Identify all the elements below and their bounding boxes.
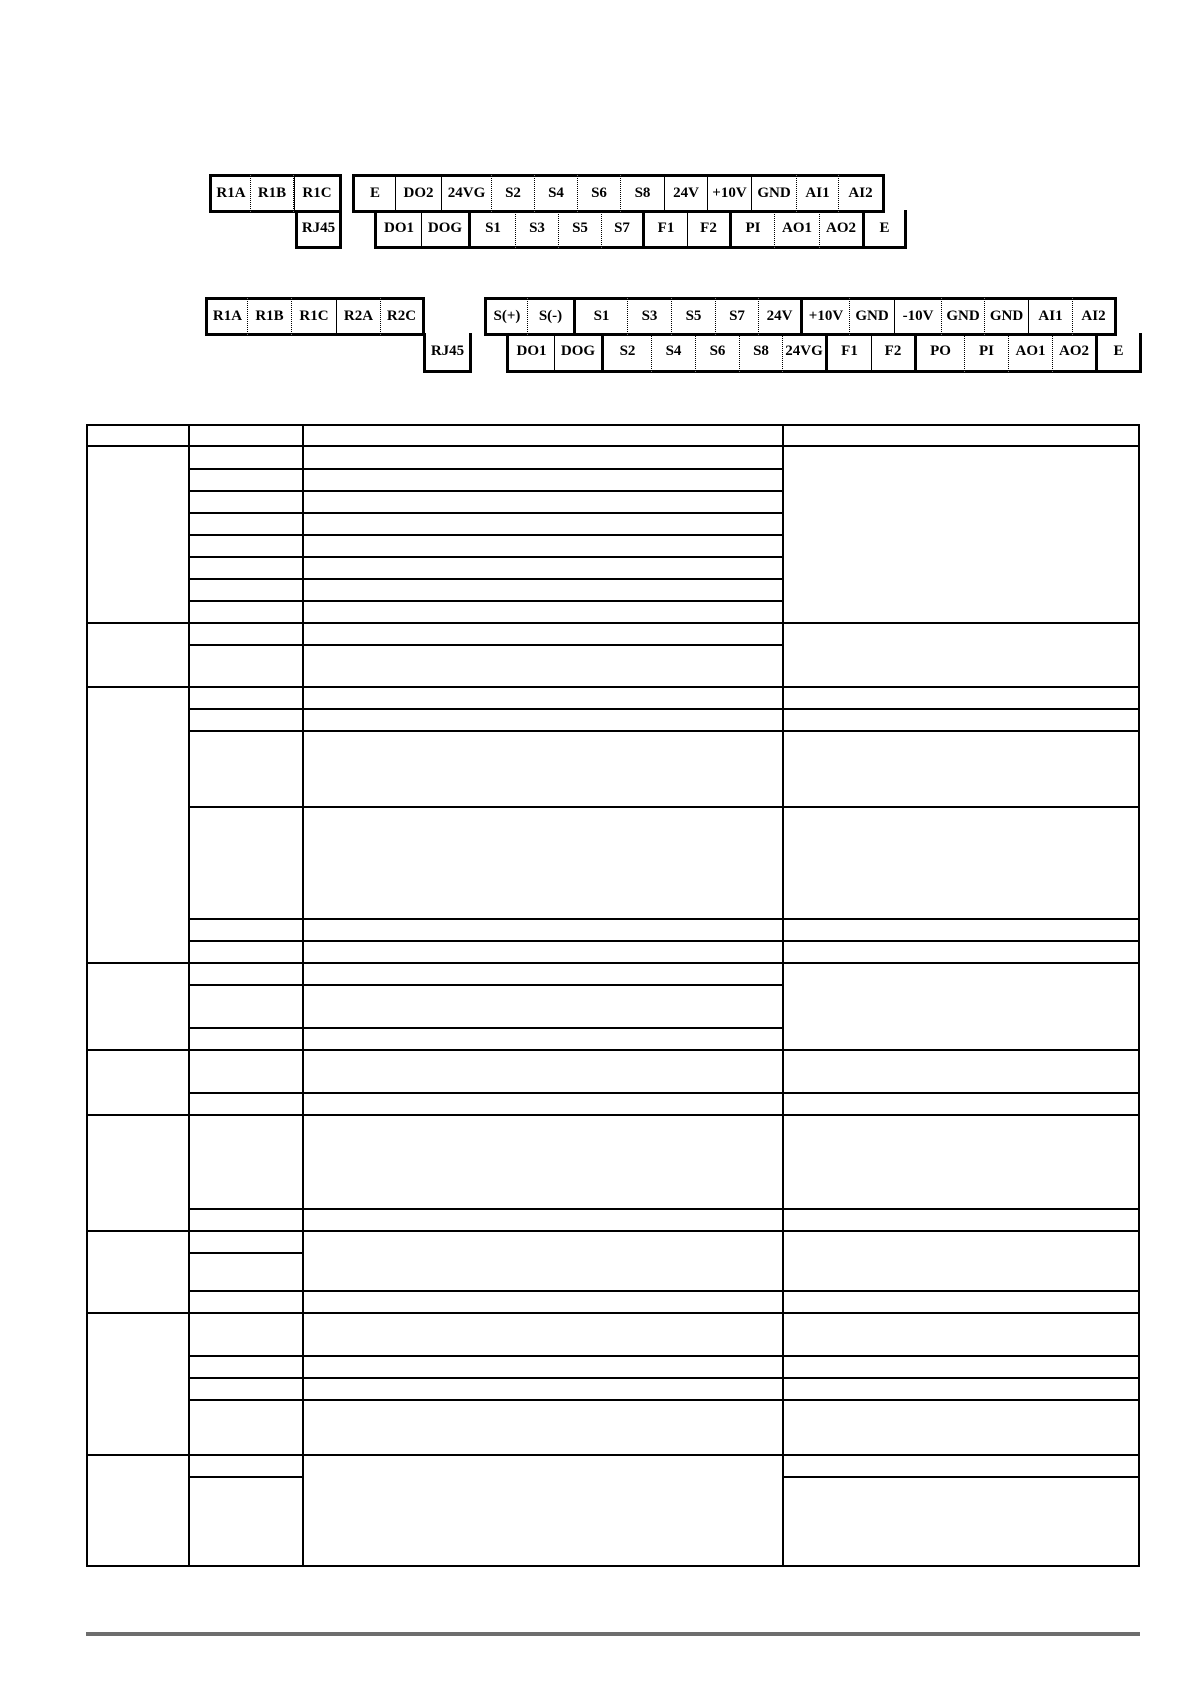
terminal-s7: S7 [716, 297, 759, 336]
row-line [188, 1476, 304, 1478]
column-divider-2 [302, 424, 304, 1567]
row-line [188, 1092, 1140, 1094]
row-line [188, 1377, 1140, 1379]
row-line [188, 940, 1140, 942]
table-border-left [86, 424, 88, 1567]
terminal-r1a: R1A [209, 174, 251, 213]
footer-rule [86, 1632, 1140, 1636]
row-line [188, 1027, 784, 1029]
terminal-rj45: RJ45 [295, 210, 342, 249]
row-line [188, 556, 784, 558]
terminal-dog: DOG [422, 210, 471, 249]
row-line [188, 644, 784, 646]
terminal-dog: DOG [555, 333, 604, 373]
row-line [188, 984, 784, 986]
row-line [188, 1252, 304, 1254]
terminal-f1: F1 [828, 333, 872, 373]
terminal-s6: S6 [578, 174, 621, 213]
row-line [782, 1476, 1140, 1478]
terminal-s-minus: S(-) [528, 297, 576, 336]
terminal-r1b: R1B [248, 297, 292, 336]
terminal-e-bottom: E [865, 210, 907, 249]
column-divider-3 [782, 424, 784, 1567]
table-border-bottom [86, 1565, 1140, 1567]
terminal-ai2: AI2 [839, 174, 885, 213]
terminal-s2: S2 [604, 333, 652, 373]
row-line [188, 730, 1140, 732]
terminal-plus10v: +10V [708, 174, 752, 213]
terminal-s-plus: S(+) [484, 297, 528, 336]
terminal-r1c: R1C [294, 174, 342, 213]
terminal-s5: S5 [559, 210, 602, 249]
terminal-minus10v: -10V [895, 297, 942, 336]
terminal-pi: PI [965, 333, 1009, 373]
terminal-24vg: 24VG [442, 174, 492, 213]
row-line [188, 708, 1140, 710]
terminal-rj45: RJ45 [423, 333, 472, 373]
terminal-s7: S7 [602, 210, 645, 249]
terminal-f2: F2 [872, 333, 917, 373]
terminal-do1: DO1 [506, 333, 555, 373]
terminal-ao2: AO2 [1053, 333, 1098, 373]
group-line [86, 1230, 1140, 1232]
group-line [86, 686, 1140, 688]
group-line [86, 622, 1140, 624]
terminal-s6: S6 [696, 333, 740, 373]
row-line [188, 490, 784, 492]
terminal-ai2: AI2 [1073, 297, 1117, 336]
group-line [86, 1114, 1140, 1116]
terminal-s4: S4 [652, 333, 696, 373]
terminal-ao1: AO1 [775, 210, 820, 249]
terminal-s3: S3 [628, 297, 672, 336]
group-line [86, 1312, 1140, 1314]
terminal-f2: F2 [688, 210, 732, 249]
row-line [188, 806, 1140, 808]
terminal-ao2: AO2 [820, 210, 865, 249]
terminal-r1b: R1B [251, 174, 294, 213]
terminal-gnd-1: GND [850, 297, 895, 336]
terminal-gnd-3: GND [985, 297, 1029, 336]
row-line [188, 1355, 1140, 1357]
row-line [188, 918, 1140, 920]
terminal-gnd: GND [752, 174, 797, 213]
table-border-top [86, 424, 1140, 426]
terminal-r1a: R1A [205, 297, 248, 336]
terminal-e-bottom: E [1098, 333, 1142, 373]
group-line [86, 962, 1140, 964]
terminal-f1: F1 [645, 210, 688, 249]
terminal-do2: DO2 [396, 174, 442, 213]
terminal-s1: S1 [576, 297, 628, 336]
terminal-ao1: AO1 [1009, 333, 1053, 373]
terminal-do1: DO1 [374, 210, 422, 249]
header-row-line [86, 445, 1140, 447]
terminal-pi: PI [732, 210, 775, 249]
table-border-right [1138, 424, 1140, 1567]
terminal-s1: S1 [471, 210, 516, 249]
group-line [86, 1049, 1140, 1051]
terminal-24v: 24V [665, 174, 708, 213]
terminal-ai1: AI1 [1029, 297, 1073, 336]
terminal-24v: 24V [759, 297, 803, 336]
terminal-function-table [86, 424, 1140, 1567]
row-line [188, 512, 784, 514]
row-line [188, 1208, 1140, 1210]
terminal-plus10v: +10V [803, 297, 850, 336]
terminal-s2: S2 [492, 174, 535, 213]
terminal-s8: S8 [740, 333, 783, 373]
row-line [188, 1399, 1140, 1401]
row-line [188, 578, 784, 580]
terminal-s8: S8 [621, 174, 665, 213]
terminal-r2a: R2A [337, 297, 381, 336]
terminal-s4: S4 [535, 174, 578, 213]
terminal-s5: S5 [672, 297, 716, 336]
terminal-r1c: R1C [292, 297, 337, 336]
terminal-r2c: R2C [381, 297, 425, 336]
row-line [188, 468, 784, 470]
terminal-e-top: E [352, 174, 396, 213]
terminal-24vg: 24VG [783, 333, 828, 373]
terminal-po: PO [917, 333, 965, 373]
column-divider-1 [188, 424, 190, 1567]
terminal-ai1: AI1 [797, 174, 839, 213]
row-line [188, 534, 784, 536]
row-line [188, 1290, 1140, 1292]
terminal-gnd-2: GND [942, 297, 985, 336]
row-line [188, 600, 784, 602]
terminal-s3: S3 [516, 210, 559, 249]
group-line [86, 1454, 1140, 1456]
